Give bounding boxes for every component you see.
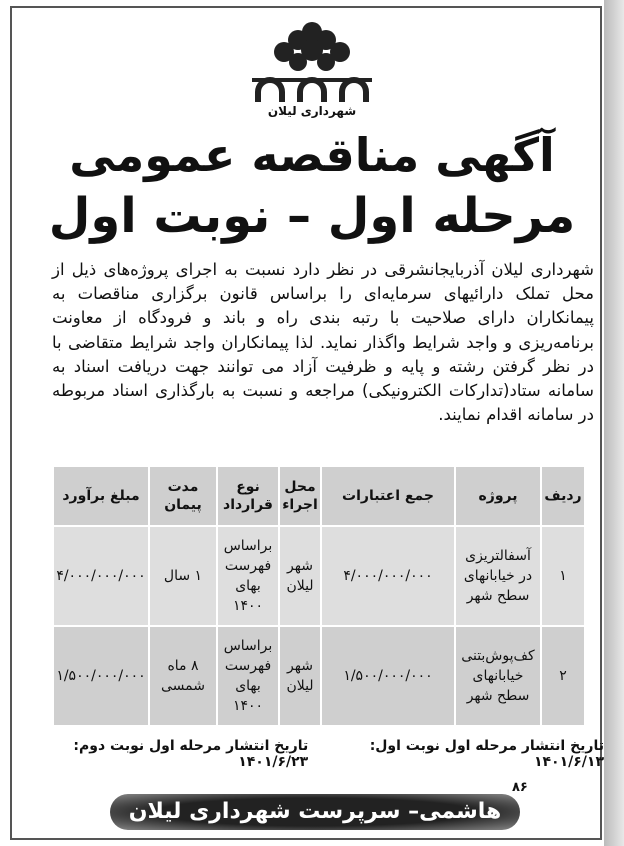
ad-title: آگهی مناقصه عمومی [69, 128, 555, 182]
col-header: مدت پیمان [150, 467, 216, 525]
cell-contract-type: براساس فهرست بهای ۱۴۰۰ [218, 627, 278, 725]
col-header: نوع قرارداد [218, 467, 278, 525]
second-publication-date: تاریخ انتشار مرحله اول نوبت دوم: ۱۴۰۱/۶/۲۳ [73, 738, 309, 770]
municipality-logo [222, 18, 402, 122]
cell-contract-type: براساس فهرست بهای ۱۴۰۰ [218, 527, 278, 625]
cell-estimate: ۴/۰۰۰/۰۰۰/۰۰۰ [54, 527, 148, 625]
footer-signature: هاشمی– سرپرست شهرداری لیلان [110, 794, 520, 830]
cell-duration: ۸ ماه شمسی [150, 627, 216, 725]
col-header: ردیف [542, 467, 584, 525]
cell-location: شهر لیلان [280, 527, 320, 625]
col-header: جمع اعتبارات [322, 467, 454, 525]
table-row [54, 527, 584, 625]
cell-credits: ۱/۵۰۰/۰۰۰/۰۰۰ [322, 627, 454, 725]
cell-project: کف‌پوش‌بتنی خیابانهای سطح شهر [456, 627, 540, 725]
cell-row-number: ۱ [542, 527, 584, 625]
col-header: محل اجراء [280, 467, 320, 525]
projects-table [52, 465, 586, 727]
logo-text: شهرداری لیلان [267, 104, 357, 118]
col-header: مبلغ برآورد [54, 467, 148, 525]
cell-estimate: ۱/۵۰۰/۰۰۰/۰۰۰ [54, 627, 148, 725]
cell-location: شهر لیلان [280, 627, 320, 725]
first-publication-date: تاریخ انتشار مرحله اول نوبت اول: ۱۴۰۱/۶/۱۳ [369, 738, 604, 770]
table-header-row [54, 467, 584, 525]
cell-row-number: ۲ [542, 627, 584, 725]
table-row [54, 627, 584, 725]
publication-dates [12, 738, 604, 770]
ad-subtitle: مرحله اول – نوبت اول [48, 188, 576, 244]
cell-project: آسفالتریزی در خیابانهای سطح شهر [456, 527, 540, 625]
ad-body: شهرداری لیلان آذربایجانشرقی در نظر دارد نسبت به اجرای پروژه‌های ذیل از محل تملک دارائیهای سرمایه‌ای را براساس قانون برگزاری مناقصات به پیمانکاران دارای صلاحیت با رتبه بندی راه و باند و فرودگاه از معاونت برنامه‌ریزی و واجد شرایط واگذار نماید. لذا پیمانکاران واجد شرایط متقاضی با در نظر گرفتن رشته و پایه و ظرفیت آزاد می توانند جهت دریافت اسناد به سامانه ستاد(تدارکات الکترونیکی) مراجعه و نسبت به بارگذاری اسناد مربوطه در سامانه اقدام نمایند. [52, 260, 594, 425]
ad-number: ۸۶ [512, 780, 528, 795]
scan-shadow [604, 0, 624, 846]
vine-leaf-icon [222, 18, 402, 104]
cell-duration: ۱ سال [150, 527, 216, 625]
cell-credits: ۴/۰۰۰/۰۰۰/۰۰۰ [322, 527, 454, 625]
col-header: پروژه [456, 467, 540, 525]
